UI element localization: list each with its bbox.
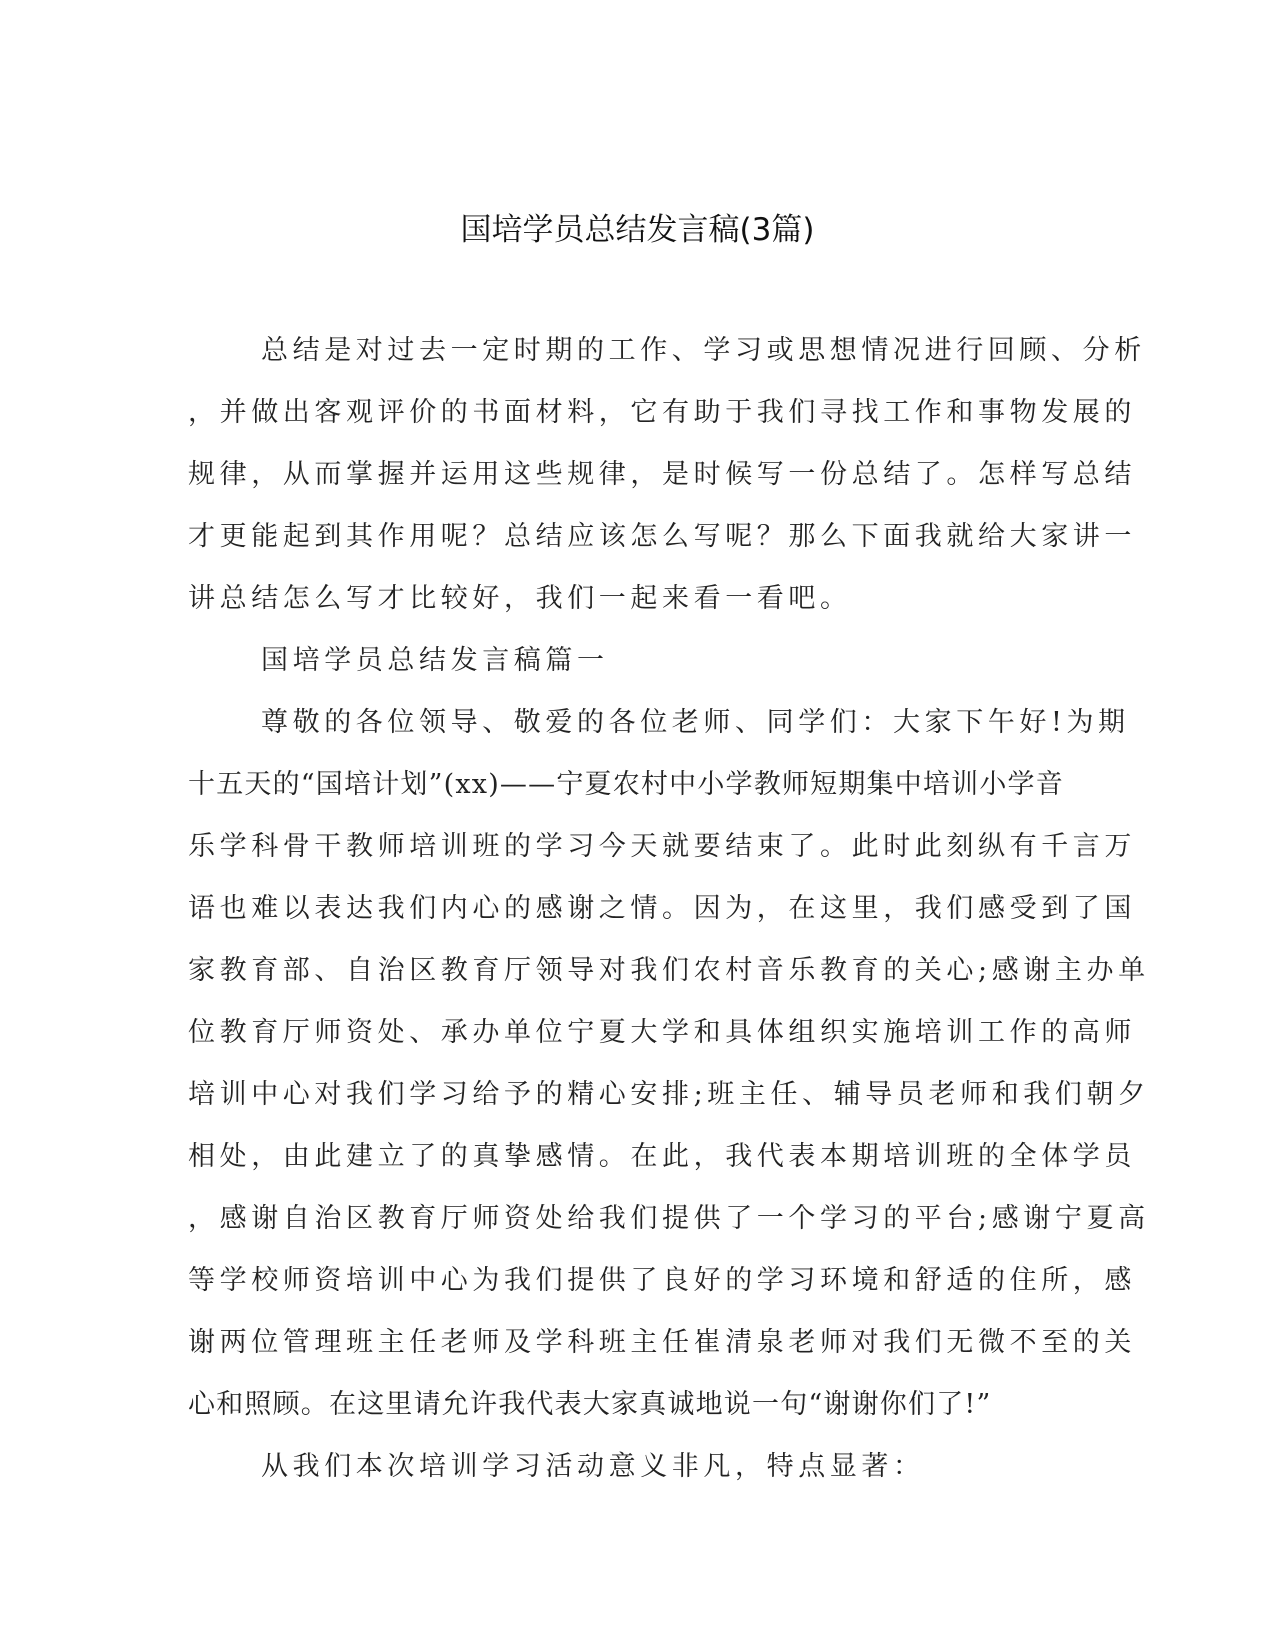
document-title: 国培学员总结发言稿(3篇) — [460, 212, 815, 248]
paragraph-line: 总结是对过去一定时期的工作、学习或思想情况进行回顾、分析 — [261, 335, 1146, 366]
paragraph-line: 心和照顾。在这里请允许我代表大家真诚地说一句“谢谢你们了!” — [188, 1389, 992, 1420]
paragraph-line: 家教育部、自治区教育厅领导对我们农村音乐教育的关心;感谢主办单 — [188, 955, 1150, 986]
paragraph-line: ，感谢自治区教育厅师资处给我们提供了一个学习的平台;感谢宁夏高 — [188, 1203, 1150, 1234]
paragraph-line: 培训中心对我们学习给予的精心安排;班主任、辅导员老师和我们朝夕 — [188, 1079, 1150, 1110]
paragraph-line: 从我们本次培训学习活动意义非凡，特点显著： — [261, 1451, 925, 1482]
document-body — [188, 320, 1150, 1498]
paragraph-line: 才更能起到其作用呢？总结应该怎么写呢？那么下面我就给大家讲一 — [188, 521, 1136, 552]
paragraph-line: 谢两位管理班主任老师及学科班主任崔清泉老师对我们无微不至的关 — [188, 1327, 1136, 1358]
paragraph-line: 讲总结怎么写才比较好，我们一起来看一看吧。 — [188, 583, 852, 614]
paragraph-line: 相处，由此建立了的真挚感情。在此，我代表本期培训班的全体学员 — [188, 1141, 1136, 1172]
section-heading: 国培学员总结发言稿篇一 — [261, 645, 609, 676]
paragraph-line: 尊敬的各位领导、敬爱的各位老师、同学们：大家下午好!为期 — [261, 707, 1130, 738]
paragraph-line: 位教育厅师资处、承办单位宁夏大学和具体组织实施培训工作的高师 — [188, 1017, 1136, 1048]
paragraph-line: 语也难以表达我们内心的感谢之情。因为，在这里，我们感受到了国 — [188, 893, 1136, 924]
paragraph-line: 十五天的“国培计划”(xx)——宁夏农村中小学教师短期集中培训小学音 — [188, 769, 1064, 800]
paragraph-line: 乐学科骨干教师培训班的学习今天就要结束了。此时此刻纵有千言万 — [188, 831, 1136, 862]
paragraph-line: 规律，从而掌握并运用这些规律，是时候写一份总结了。怎样写总结 — [188, 459, 1136, 490]
paragraph-line: 等学校师资培训中心为我们提供了良好的学习环境和舒适的住所，感 — [188, 1265, 1136, 1296]
paragraph-line: ，并做出客观评价的书面材料，它有助于我们寻找工作和事物发展的 — [188, 397, 1136, 428]
